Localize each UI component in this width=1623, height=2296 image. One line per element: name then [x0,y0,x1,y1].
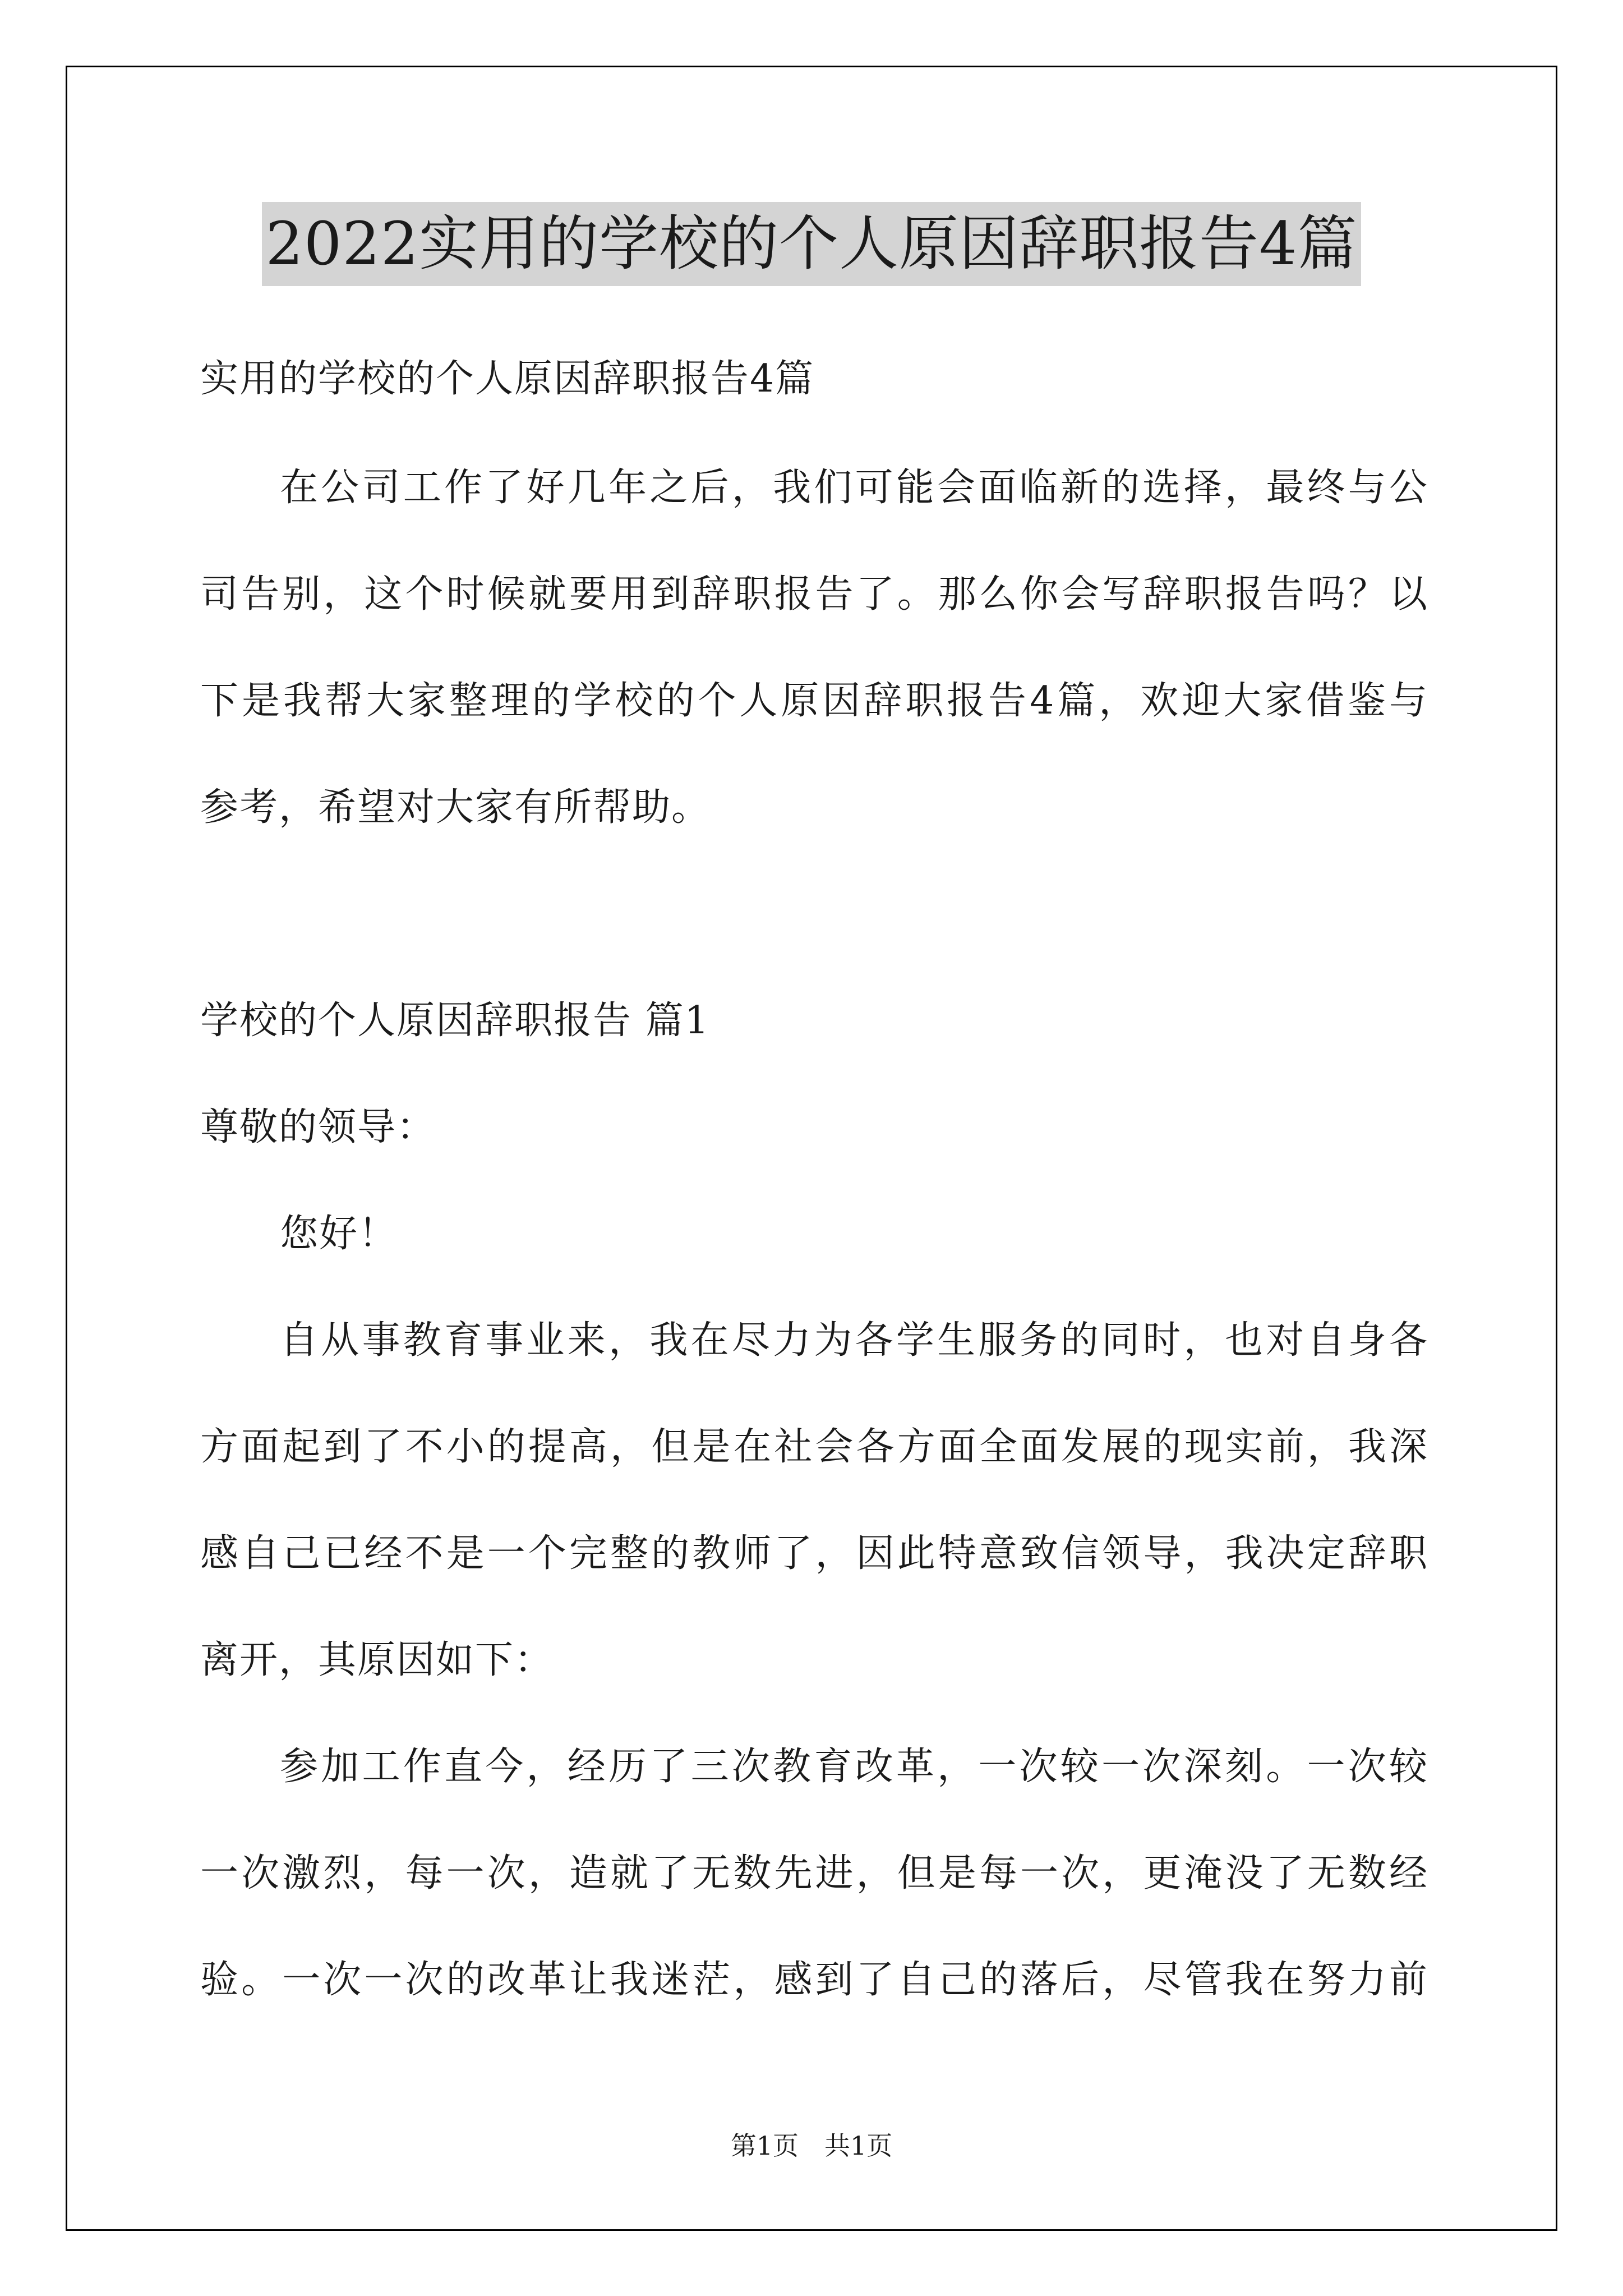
body-line-2: 方面起到了不小的提高，但是在社会各方面全面发展的现实前，我深 [200,1425,1428,1469]
body-line-1: 自从事教育事业来，我在尽力为各学生服务的同时，也对自身各 [280,1318,1428,1363]
salutation: 尊敬的领导： [200,1105,436,1149]
intro-line-1: 在公司工作了好几年之后，我们可能会面临新的选择，最终与公 [280,466,1428,510]
intro-line-3: 下是我帮大家整理的学校的个人原因辞职报告4篇，欢迎大家借鉴与 [200,679,1428,723]
body-line-5: 参加工作直今，经历了三次教育改革，一次较一次深刻。一次较 [280,1745,1428,1789]
subtitle-line: 实用的学校的个人原因辞职报告4篇 [200,357,815,401]
greeting: 您好！ [280,1212,398,1256]
title-container [0,202,1623,286]
body-line-7: 验。一次一次的改革让我迷茫，感到了自己的落后，尽管我在努力前 [200,1958,1428,2002]
section-heading: 学校的个人原因辞职报告 篇1 [200,999,710,1043]
body-line-3: 感自己已经不是一个完整的教师了，因此特意致信领导，我决定辞职 [200,1531,1428,1576]
page-footer: 第1页 共1页 [730,2131,893,2161]
intro-line-4: 参考，希望对大家有所帮助。 [200,785,711,830]
intro-line-2: 司告别，这个时候就要用到辞职报告了。那么你会写辞职报告吗？以 [200,572,1428,616]
document-title: 2022实用的学校的个人原因辞职报告4篇 [262,202,1361,286]
body-line-4: 离开，其原因如下： [200,1638,554,1682]
body-line-6: 一次激烈，每一次，造就了无数先进，但是每一次，更淹没了无数经 [200,1851,1428,1895]
